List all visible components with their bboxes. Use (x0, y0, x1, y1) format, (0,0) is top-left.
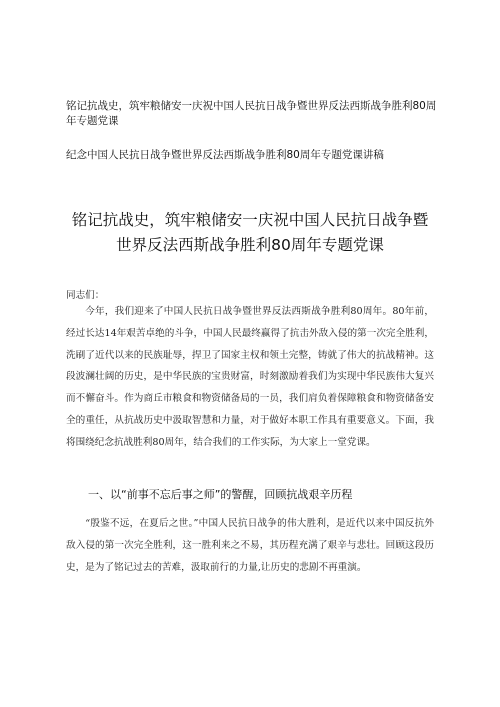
main-heading: 铭记抗战史，筑牢粮储安一庆祝中国人民抗日战争暨世界反法西斯战争胜利80周年专题党课 (71, 211, 429, 254)
document-title: 铭记抗战史，筑牢粮储安一庆祝中国人民抗日战争暨世界反法西斯战争胜利80周年专题党课 (66, 100, 437, 127)
section-heading-1: 一、以“前事不忘后事之师”的警醒，回顾抗战艰辛历程 (88, 488, 353, 501)
greeting: 同志们： (66, 290, 105, 301)
document-subtitle: 纪念中国人民抗日战争暨世界反法西斯战争胜利80周年专题党课讲稿 (66, 149, 384, 161)
paragraph-1: 今年，我们迎来了中国人民抗日战争暨世界反法西斯战争胜利80周年。80年前，经过长达14年艰苦卓绝的斗争，中国人民最终赢得了抗击外敌入侵的第一次完全胜利，洗刷了近代以来的民族耻辱，捍卫了国家主权和领土完整，铸就了伟大的抗战精神。这段波澜壮阔的历史，是中华民族的宝贵财富，时刻激励着我们为实现中华民族伟大复兴而不懈奋斗。作为商丘市粮食和物资储备局的一员，我们肩负着保障粮食和物资储备安全的重任，从抗战历史中汲取智慧和力量，对于做好本职工作具有重要意义。下面，我将围绕纪念抗战胜利80周年，结合我们的工作实际，为大家上一堂党课。 (66, 306, 434, 448)
paragraph-2: “殷鉴不远，在夏后之世。”中国人民抗日战争的伟大胜利，是近代以来中国反抗外敌入侵的第一次完全胜利，这一胜利来之不易，其历程充满了艰辛与悲壮。回顾这段历史，是为了铭记过去的苦难，汲取前行的力量,让历史的悲剧不再重演。 (66, 518, 434, 573)
